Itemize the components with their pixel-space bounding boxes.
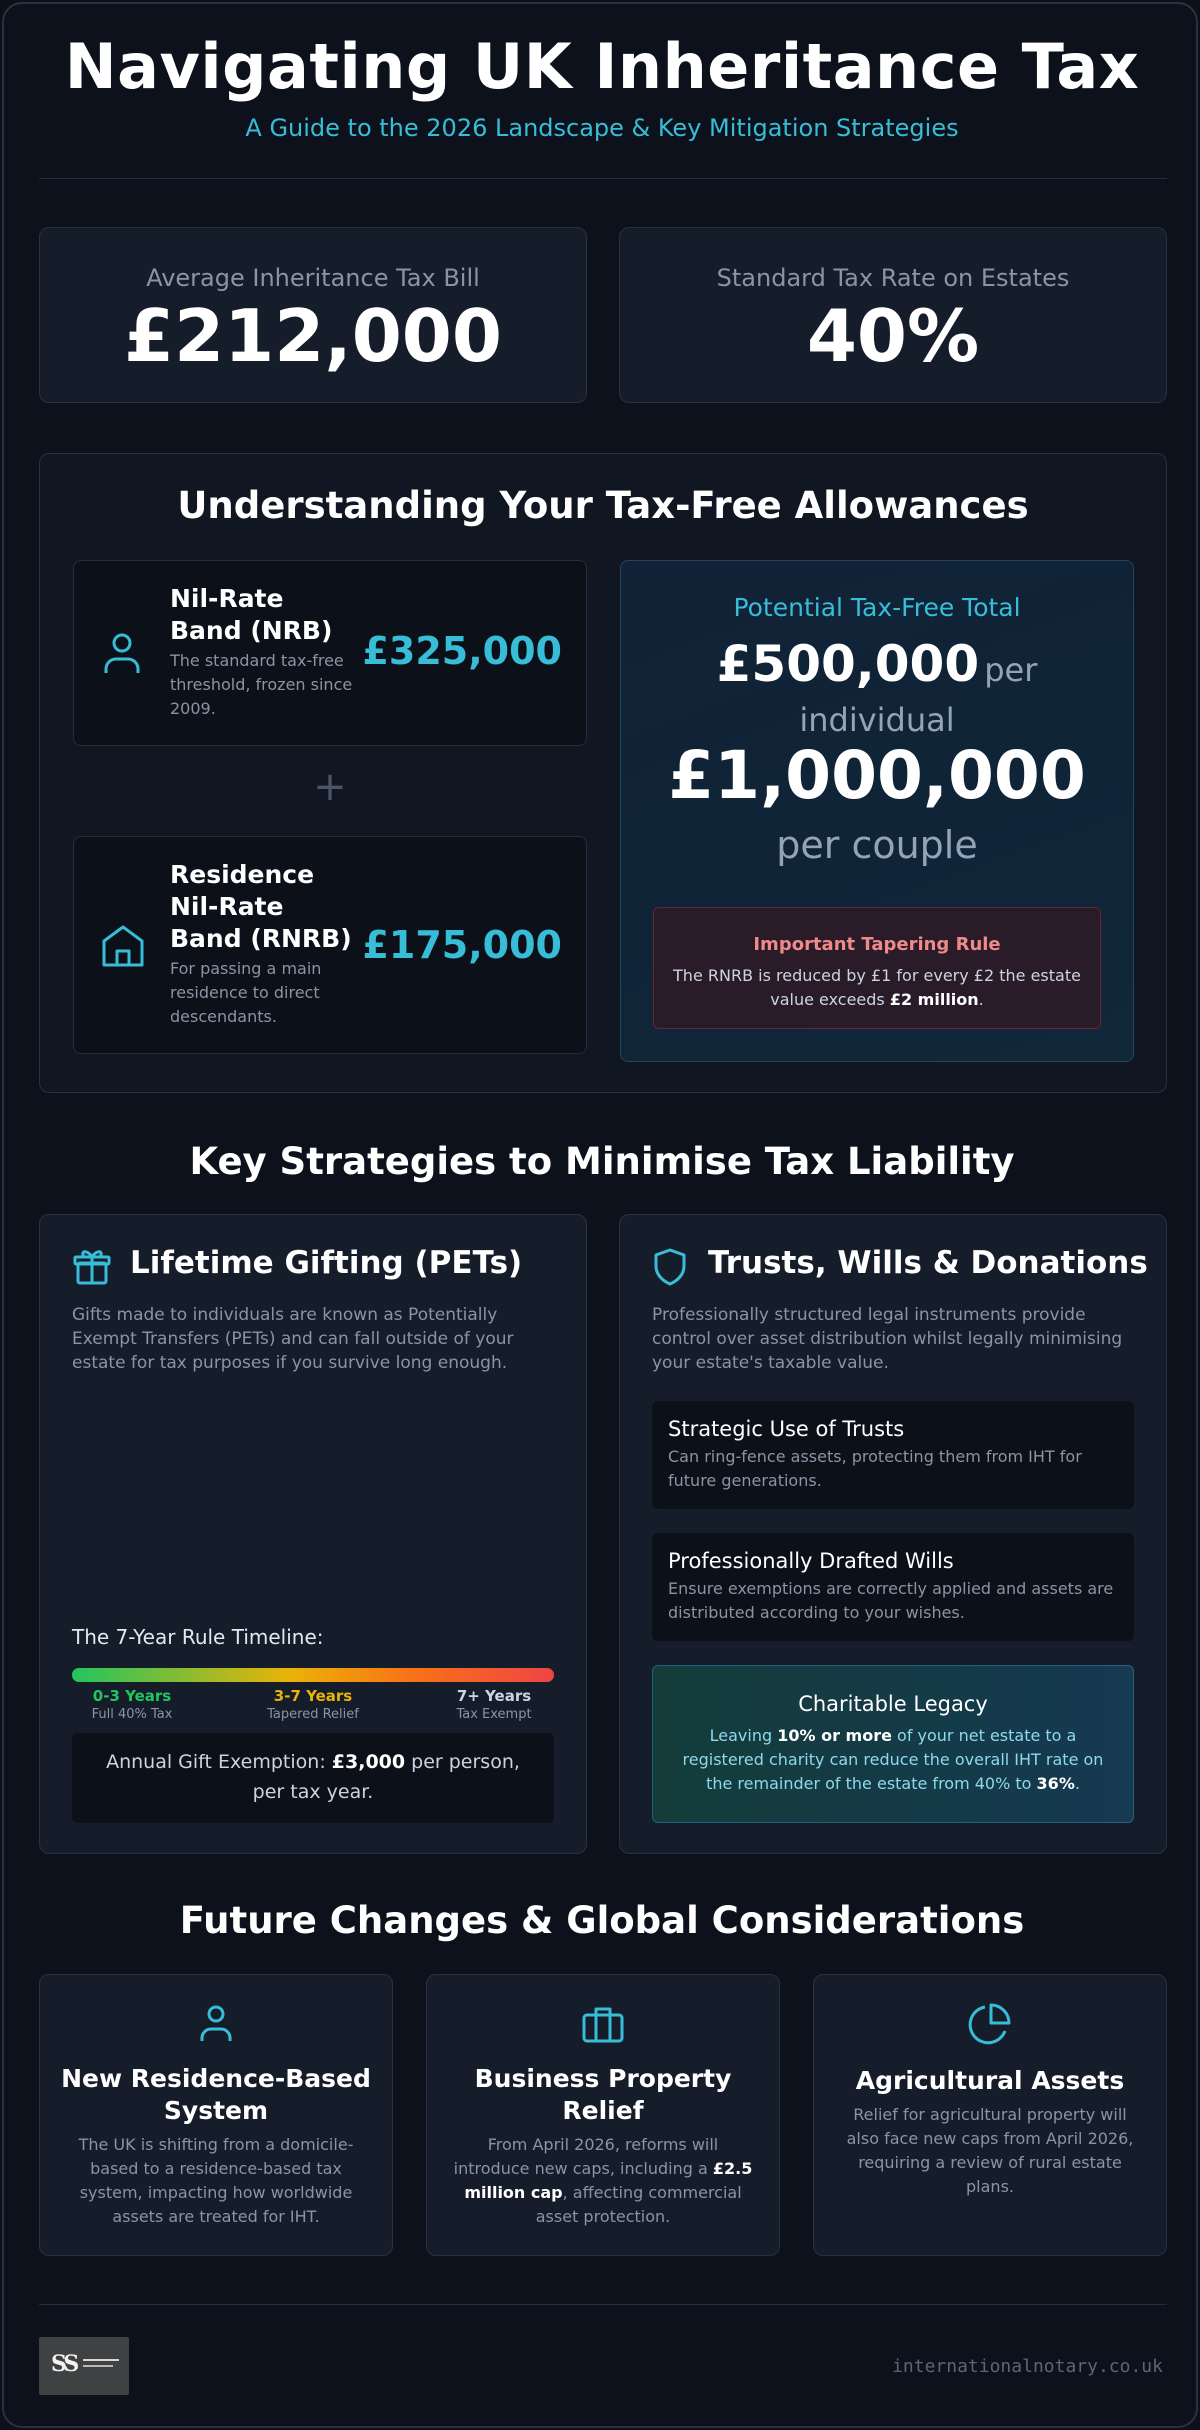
future-card-description: From April 2026, reforms will introduce new caps, including a £2.5 million cap, affecting commercial asset protection. — [453, 2135, 753, 2226]
timeline-stage: 0-3 Years Full 40% Tax — [91, 1687, 173, 1722]
logo-line — [83, 2365, 113, 2367]
rnrb-description: For passing a main residence to direct descendants. — [170, 959, 322, 1026]
annual-exemption-text: Annual Gift Exemption: £3,000 per person, per tax year. — [106, 1751, 520, 1803]
rnrb-name-line2: Nil-Rate — [170, 892, 284, 921]
nrb-value: £325,000 — [362, 629, 562, 673]
trusts-title: Trusts, Wills & Donations — [708, 1245, 1148, 1281]
total-card — [620, 560, 1134, 1062]
stat-card-average-bill — [39, 227, 587, 403]
future-card-title: Agricultural Assets — [855, 2066, 1125, 2095]
nrb-name-line1: Nil-Rate — [170, 584, 284, 613]
gift-icon — [72, 1247, 112, 1291]
nrb-description: The standard tax-free threshold, frozen since 2009. — [170, 651, 353, 718]
infographic — [2, 2, 1198, 2428]
trusts-item-title: Strategic Use of Trusts — [668, 1417, 905, 1441]
nrb-name-line2: Band (NRB) — [170, 616, 333, 645]
trusts-item-description: Can ring-fence assets, protecting them from IHT for future generations. — [668, 1447, 1082, 1490]
stat-value: £212,000 — [123, 294, 503, 378]
footer-divider — [39, 2304, 1167, 2305]
rnrb-name-line1: Residence — [170, 860, 315, 889]
future-card-residence — [39, 1974, 393, 2256]
individual-total — [621, 635, 1133, 693]
section-title: Understanding Your Tax-Free Allowances — [177, 484, 1029, 527]
individual-value: £500,000 — [716, 635, 980, 693]
wills-item-title: Professionally Drafted Wills — [668, 1549, 954, 1573]
future-card-title: New Residence-Based System — [61, 2064, 371, 2125]
page-title: Navigating UK Inheritance Tax — [64, 30, 1140, 103]
section-title: Key Strategies to Minimise Tax Liability — [189, 1140, 1015, 1183]
trusts-description: Professionally structured legal instruments provide control over asset distribution whilst legally minimising your estate's taxable value. — [652, 1305, 1123, 1373]
gifting-description: Gifts made to individuals are known as Potentially Exempt Transfers (PETs) and can fall outside of your estate for tax purposes if you survive long enough. — [72, 1305, 514, 1373]
pie-chart-icon — [814, 2001, 1166, 2051]
tapering-title: Important Tapering Rule — [753, 934, 1001, 955]
logo-monogram: SS — [51, 2351, 77, 2377]
plus-sign: + — [313, 764, 347, 810]
charity-text: Leaving 10% or more of your net estate to a registered charity can reduce the overall IHT rate on the remainder of the estate from 40% to 36%. — [682, 1726, 1104, 1793]
wills-item — [652, 1533, 1134, 1641]
timeline-stage: 7+ Years Tax Exempt — [456, 1687, 532, 1722]
stat-value: 40% — [806, 294, 980, 378]
future-card-title: Business Property Relief — [474, 2064, 732, 2125]
individual-suffix-1: per — [984, 651, 1038, 689]
timeline-label: The 7-Year Rule Timeline: — [72, 1625, 324, 1649]
rnrb-card — [73, 836, 587, 1054]
future-card-description: Relief for agricultural property will also face new caps from April 2026, requiring a review of rural estate plans. — [846, 2105, 1134, 2196]
lifetime-gifting-card — [39, 1214, 587, 1854]
annual-exemption-box — [72, 1733, 554, 1823]
logo-line — [83, 2359, 119, 2361]
charity-title: Charitable Legacy — [798, 1692, 988, 1716]
timeline-stage: 3-7 Years Tapered Relief — [267, 1687, 359, 1722]
shield-icon — [652, 1247, 688, 1291]
stat-card-tax-rate — [619, 227, 1167, 403]
tapering-rule-box — [653, 907, 1101, 1029]
wills-item-description: Ensure exemptions are correctly applied and assets are distributed according to your wishes. — [668, 1579, 1114, 1622]
timeline-gradient-bar — [72, 1668, 554, 1682]
future-card-agricultural — [813, 1974, 1167, 2256]
tapering-text: The RNRB is reduced by £1 for every £2 the estate value exceeds £2 million. — [673, 966, 1081, 1009]
nrb-card — [73, 560, 587, 746]
future-card-description: The UK is shifting from a domicile-based to a residence-based tax system, impacting how worldwide assets are treated for IHT. — [78, 2135, 354, 2226]
trusts-card — [619, 1214, 1167, 1854]
future-card-business — [426, 1974, 780, 2256]
divider — [39, 178, 1167, 179]
person-icon — [40, 2003, 392, 2049]
individual-suffix-2: individual — [799, 701, 955, 739]
stat-label: Average Inheritance Tax Bill — [146, 264, 480, 292]
user-icon — [100, 631, 144, 681]
total-label: Potential Tax-Free Total — [733, 593, 1021, 622]
section-title: Future Changes & Global Considerations — [179, 1899, 1025, 1942]
home-icon — [100, 923, 146, 973]
company-logo — [39, 2337, 129, 2395]
gifting-title: Lifetime Gifting (PETs) — [130, 1245, 523, 1281]
rnrb-value: £175,000 — [362, 923, 562, 967]
briefcase-icon — [427, 2003, 779, 2049]
couple-suffix: per couple — [776, 823, 978, 867]
allowances-section — [39, 453, 1167, 1093]
stat-label: Standard Tax Rate on Estates — [716, 264, 1070, 292]
charitable-legacy-box — [652, 1665, 1134, 1823]
footer-url[interactable]: internationalnotary.co.uk — [892, 2356, 1163, 2377]
couple-value: £1,000,000 — [668, 737, 1086, 814]
trusts-item — [652, 1401, 1134, 1509]
rnrb-name-line3: Band (RNRB) — [170, 924, 352, 953]
page-subtitle: A Guide to the 2026 Landscape & Key Mitigation Strategies — [245, 114, 959, 142]
